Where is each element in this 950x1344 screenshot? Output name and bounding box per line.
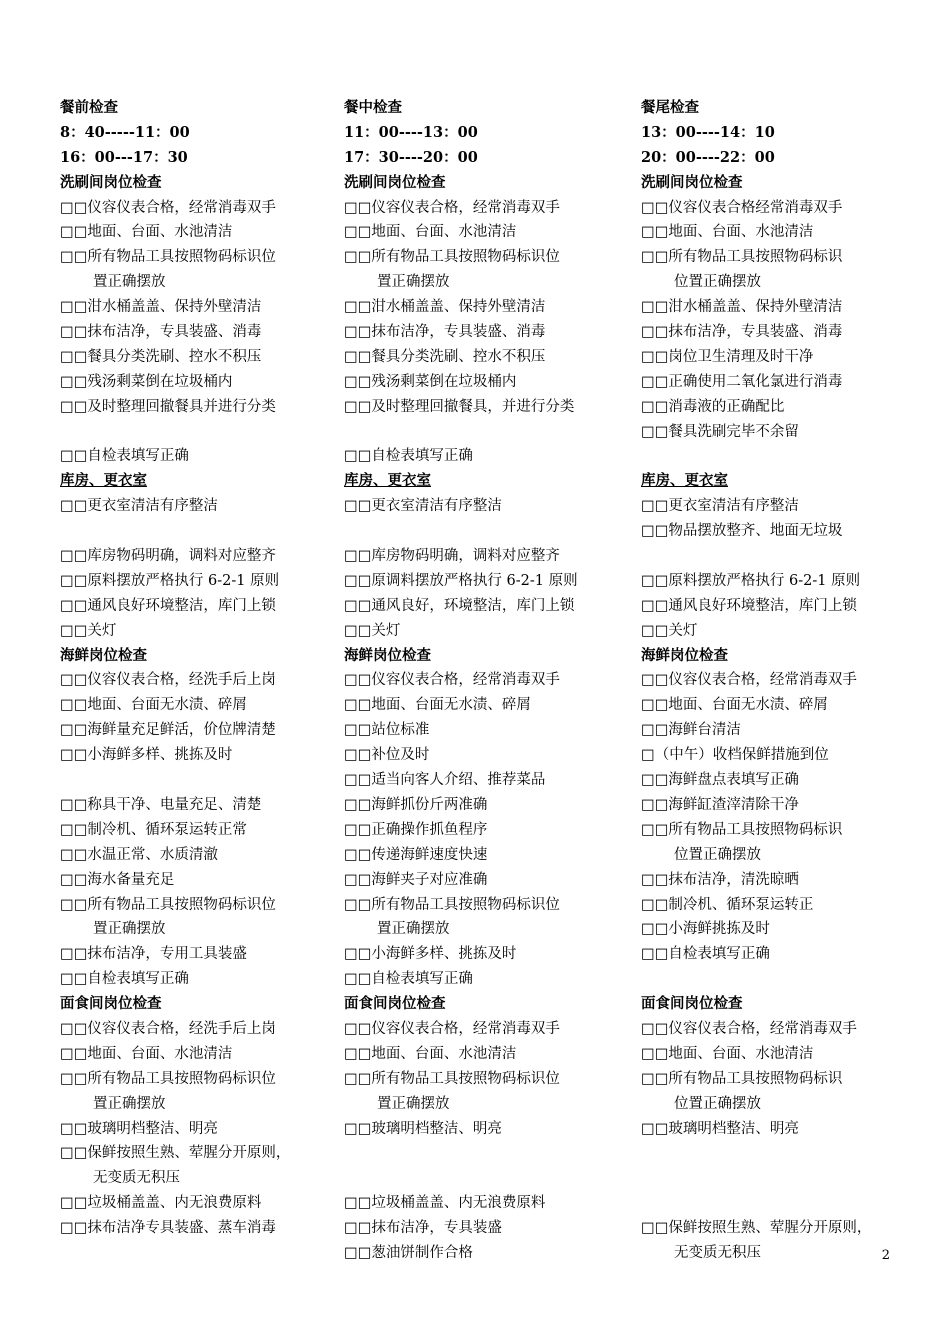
checklist-item: □□通风良好，环境整洁，库门上锁 bbox=[344, 597, 575, 614]
section-heading: 洗刷间岗位检查 bbox=[641, 173, 743, 191]
blank-line bbox=[344, 1166, 619, 1191]
checklist-item: □□地面、台面、水池清洁 bbox=[344, 1045, 517, 1062]
section-heading: 洗刷间岗位检查 bbox=[60, 173, 162, 191]
checklist-item: □□仪容仪表合格，经洗手后上岗 bbox=[60, 1020, 276, 1037]
checklist-item: □□自检表填写正确 bbox=[60, 971, 189, 988]
checklist-item: □□地面、台面无水渍、碎屑 bbox=[641, 697, 828, 714]
checklist-item: □□泔水桶盖盖、保持外壁清洁 bbox=[344, 299, 546, 316]
checklist-item: □□仪容仪表合格经常消毒双手 bbox=[641, 199, 843, 216]
checklist-item-continuation: 置正确摆放 bbox=[377, 1095, 450, 1112]
checklist-item: □□物品摆放整齐、地面无垃圾 bbox=[641, 523, 843, 540]
checklist-item: □□地面、台面、水池清洁 bbox=[641, 1045, 814, 1062]
section-heading: 海鲜岗位检查 bbox=[344, 646, 431, 664]
section-heading: 面食间岗位检查 bbox=[641, 995, 743, 1013]
checklist-item: □□餐具分类洗刷、控水不积压 bbox=[60, 348, 262, 365]
column-end-meal-check bbox=[641, 96, 903, 1266]
checklist-item: □□地面、台面、水池清洁 bbox=[641, 224, 814, 241]
checklist-item: □□所有物品工具按照物码标识 bbox=[641, 249, 843, 266]
checklist-item: □□制冷机、循环泵运转正常 bbox=[60, 821, 247, 838]
checklist-item: □□自检表填写正确 bbox=[344, 971, 473, 988]
checklist-item: □□适当向客人介绍、推荐菜品 bbox=[344, 772, 546, 789]
checklist-item: □□仪容仪表合格，经常消毒双手 bbox=[344, 672, 560, 689]
checklist-item: □□库房物码明确，调料对应整齐 bbox=[344, 548, 560, 565]
section-heading: 面食间岗位检查 bbox=[60, 995, 162, 1013]
checklist-item: □□抹布洁净，专具装盛 bbox=[344, 1220, 502, 1237]
checklist-item: □□海鲜量充足鲜活，价位牌清楚 bbox=[60, 722, 276, 739]
checklist-item: □□玻璃明档整洁、明亮 bbox=[344, 1120, 502, 1137]
blank-line bbox=[641, 1141, 903, 1166]
checklist-item: □□正确使用二氧化氯进行消毒 bbox=[641, 373, 843, 390]
checklist-item-continuation: 位置正确摆放 bbox=[674, 274, 761, 291]
checklist-item: □□保鲜按照生熟、荤腥分开原则， bbox=[60, 1145, 291, 1162]
checklist-item: □□地面、台面、水池清洁 bbox=[344, 224, 517, 241]
checklist-item: □□所有物品工具按照物码标识位 bbox=[344, 1070, 560, 1087]
checklist-item: □□地面、台面、水池清洁 bbox=[60, 224, 233, 241]
checklist-item: □□所有物品工具按照物码标识位 bbox=[344, 896, 560, 913]
checklist-item: □□海水备量充足 bbox=[60, 871, 175, 888]
checklist-item: □□补位及时 bbox=[344, 747, 430, 764]
section-heading: 库房、更衣室 bbox=[344, 472, 431, 490]
checklist-item: □□称具干净、电量充足、清楚 bbox=[60, 796, 262, 813]
section-heading: 面食间岗位检查 bbox=[344, 995, 446, 1013]
checklist-item: □□关灯 bbox=[60, 622, 117, 639]
checklist-item-continuation: 位置正确摆放 bbox=[674, 846, 761, 863]
checklist-item-continuation: 位置正确摆放 bbox=[674, 1095, 761, 1112]
checklist-item: □□原调料摆放严格执行 6-2-1 原则 bbox=[344, 572, 578, 589]
checklist-item-continuation: 置正确摆放 bbox=[93, 1095, 166, 1112]
section-heading: 8：40-----11：00 bbox=[60, 123, 190, 141]
checklist-item: □□通风良好环境整洁，库门上锁 bbox=[641, 597, 857, 614]
checklist-item: □（中午）收档保鲜措施到位 bbox=[641, 747, 829, 764]
checklist-item: □□更衣室清洁有序整洁 bbox=[344, 498, 502, 515]
checklist-item: □□残汤剩菜倒在垃圾桶内 bbox=[344, 373, 517, 390]
blank-line bbox=[641, 544, 903, 569]
section-heading: 13：00----14：10 bbox=[641, 123, 775, 141]
checklist-item: □□通风良好环境整洁，库门上锁 bbox=[60, 597, 276, 614]
checklist-item-continuation: 无变质无积压 bbox=[674, 1244, 761, 1261]
checklist-item: □□所有物品工具按照物码标识 bbox=[641, 1070, 843, 1087]
checklist-item: □□保鲜按照生熟、荤腥分开原则， bbox=[641, 1220, 872, 1237]
checklist-item: □□仪容仪表合格，经常消毒双手 bbox=[60, 199, 276, 216]
checklist-item: □□垃圾桶盖盖、内无浪费原料 bbox=[344, 1195, 546, 1212]
checklist-item: □□所有物品工具按照物码标识位 bbox=[60, 896, 276, 913]
checklist-item: □□关灯 bbox=[344, 622, 401, 639]
checklist-item: □□抹布洁净，专具装盛、消毒 bbox=[344, 324, 546, 341]
checklist-item-continuation: 置正确摆放 bbox=[93, 921, 166, 938]
checklist-item: □□岗位卫生清理及时干净 bbox=[641, 348, 814, 365]
checklist-item: □□更衣室清洁有序整洁 bbox=[641, 498, 799, 515]
checklist-item-continuation: 置正确摆放 bbox=[377, 921, 450, 938]
checklist-item: □□水温正常、水质清澈 bbox=[60, 846, 218, 863]
checklist-item: □□抹布洁净，清洗晾晒 bbox=[641, 871, 799, 888]
blank-line bbox=[344, 420, 619, 445]
checklist-item: □□海鲜缸渣滓清除干净 bbox=[641, 796, 799, 813]
checklist-item: □□及时整理回撤餐具，并进行分类 bbox=[344, 398, 575, 415]
page-number: 2 bbox=[881, 1248, 890, 1263]
checklist-item: □□泔水桶盖盖、保持外壁清洁 bbox=[60, 299, 262, 316]
blank-line bbox=[641, 1191, 903, 1216]
column-mid-meal-check bbox=[344, 96, 619, 1266]
section-heading: 洗刷间岗位检查 bbox=[344, 173, 446, 191]
section-heading: 餐前检查 bbox=[60, 99, 118, 116]
checklist-item: □□站位标准 bbox=[344, 722, 430, 739]
checklist-item: □□传递海鲜速度快速 bbox=[344, 846, 488, 863]
column-pre-meal-check bbox=[60, 96, 320, 1241]
blank-line bbox=[60, 420, 320, 445]
checklist-item: □□消毒液的正确配比 bbox=[641, 398, 785, 415]
section-heading: 11：00----13：00 bbox=[344, 123, 478, 141]
checklist-item: □□仪容仪表合格，经洗手后上岗 bbox=[60, 672, 276, 689]
checklist-item: □□玻璃明档整洁、明亮 bbox=[60, 1120, 218, 1137]
section-heading: 20：00----22：00 bbox=[641, 148, 775, 166]
checklist-item: □□垃圾桶盖盖、内无浪费原料 bbox=[60, 1195, 262, 1212]
checklist-item: □□小海鲜多样、挑拣及时 bbox=[344, 946, 517, 963]
checklist-item: □□仪容仪表合格，经常消毒双手 bbox=[641, 1020, 857, 1037]
section-heading: 海鲜岗位检查 bbox=[641, 646, 728, 664]
checklist-item: □□原料摆放严格执行 6-2-1 原则 bbox=[60, 572, 280, 589]
checklist-item: □□小海鲜挑拣及时 bbox=[641, 921, 770, 938]
checklist-item-continuation: 置正确摆放 bbox=[93, 274, 166, 291]
section-heading: 海鲜岗位检查 bbox=[60, 646, 147, 664]
checklist-item: □□及时整理回撤餐具并进行分类 bbox=[60, 398, 276, 415]
checklist-item: □□制冷机、循环泵运转正 bbox=[641, 896, 814, 913]
checklist-item: □□葱油饼制作合格 bbox=[344, 1244, 473, 1261]
checklist-item: □□仪容仪表合格，经常消毒双手 bbox=[344, 199, 560, 216]
section-heading: 餐尾检查 bbox=[641, 99, 699, 116]
checklist-item: □□残汤剩菜倒在垃圾桶内 bbox=[60, 373, 233, 390]
checklist-item: □□更衣室清洁有序整洁 bbox=[60, 498, 218, 515]
checklist-item: □□所有物品工具按照物码标识位 bbox=[60, 249, 276, 266]
blank-line bbox=[344, 1141, 619, 1166]
section-heading: 餐中检查 bbox=[344, 99, 402, 116]
checklist-item: □□海鲜夹子对应准确 bbox=[344, 871, 488, 888]
checklist-item: □□抹布洁净，专具装盛、消毒 bbox=[641, 324, 843, 341]
checklist-item: □□地面、台面、水池清洁 bbox=[60, 1045, 233, 1062]
checklist-item: □□所有物品工具按照物码标识位 bbox=[344, 249, 560, 266]
checklist-item: □□餐具分类洗刷、控水不积压 bbox=[344, 348, 546, 365]
section-heading: 17：30----20：00 bbox=[344, 148, 478, 166]
checklist-item: □□海鲜盘点表填写正确 bbox=[641, 772, 799, 789]
checklist-item: □□所有物品工具按照物码标识位 bbox=[60, 1070, 276, 1087]
checklist-item: □□抹布洁净专具装盛、蒸车消毒 bbox=[60, 1220, 276, 1237]
checklist-item: □□海鲜抓份斤两准确 bbox=[344, 796, 488, 813]
section-heading: 16：00---17：30 bbox=[60, 148, 188, 166]
checklist-item: □□泔水桶盖盖、保持外壁清洁 bbox=[641, 299, 843, 316]
checklist-item: □□地面、台面无水渍、碎屑 bbox=[344, 697, 531, 714]
section-heading: 库房、更衣室 bbox=[641, 472, 728, 490]
checklist-item: □□关灯 bbox=[641, 622, 698, 639]
checklist-item: □□所有物品工具按照物码标识 bbox=[641, 821, 843, 838]
checklist-item-continuation: 无变质无积压 bbox=[93, 1170, 180, 1187]
checklist-item: □□抹布洁净，专用工具装盛 bbox=[60, 946, 247, 963]
checklist-item: □□正确操作抓鱼程序 bbox=[344, 821, 488, 838]
checklist-item: □□自检表填写正确 bbox=[344, 448, 473, 465]
checklist-item: □□海鲜台清洁 bbox=[641, 722, 741, 739]
blank-line bbox=[344, 519, 619, 544]
checklist-item: □□餐具洗刷完毕不余留 bbox=[641, 423, 799, 440]
checklist-item: □□自检表填写正确 bbox=[60, 448, 189, 465]
checklist-item: □□原料摆放严格执行 6-2-1 原则 bbox=[641, 572, 861, 589]
blank-line bbox=[60, 768, 320, 793]
checklist-item: □□抹布洁净，专具装盛、消毒 bbox=[60, 324, 262, 341]
blank-line bbox=[641, 967, 903, 992]
checklist-item: □□地面、台面无水渍、碎屑 bbox=[60, 697, 247, 714]
blank-line bbox=[60, 519, 320, 544]
checklist-item-continuation: 置正确摆放 bbox=[377, 274, 450, 291]
blank-line bbox=[641, 1166, 903, 1191]
checklist-item: □□库房物码明确，调料对应整齐 bbox=[60, 548, 276, 565]
checklist-item: □□仪容仪表合格，经常消毒双手 bbox=[344, 1020, 560, 1037]
checklist-item: □□小海鲜多样、挑拣及时 bbox=[60, 747, 233, 764]
checklist-item: □□自检表填写正确 bbox=[641, 946, 770, 963]
checklist-item: □□仪容仪表合格，经常消毒双手 bbox=[641, 672, 857, 689]
blank-line bbox=[641, 444, 903, 469]
checklist-item: □□玻璃明档整洁、明亮 bbox=[641, 1120, 799, 1137]
section-heading: 库房、更衣室 bbox=[60, 472, 147, 490]
